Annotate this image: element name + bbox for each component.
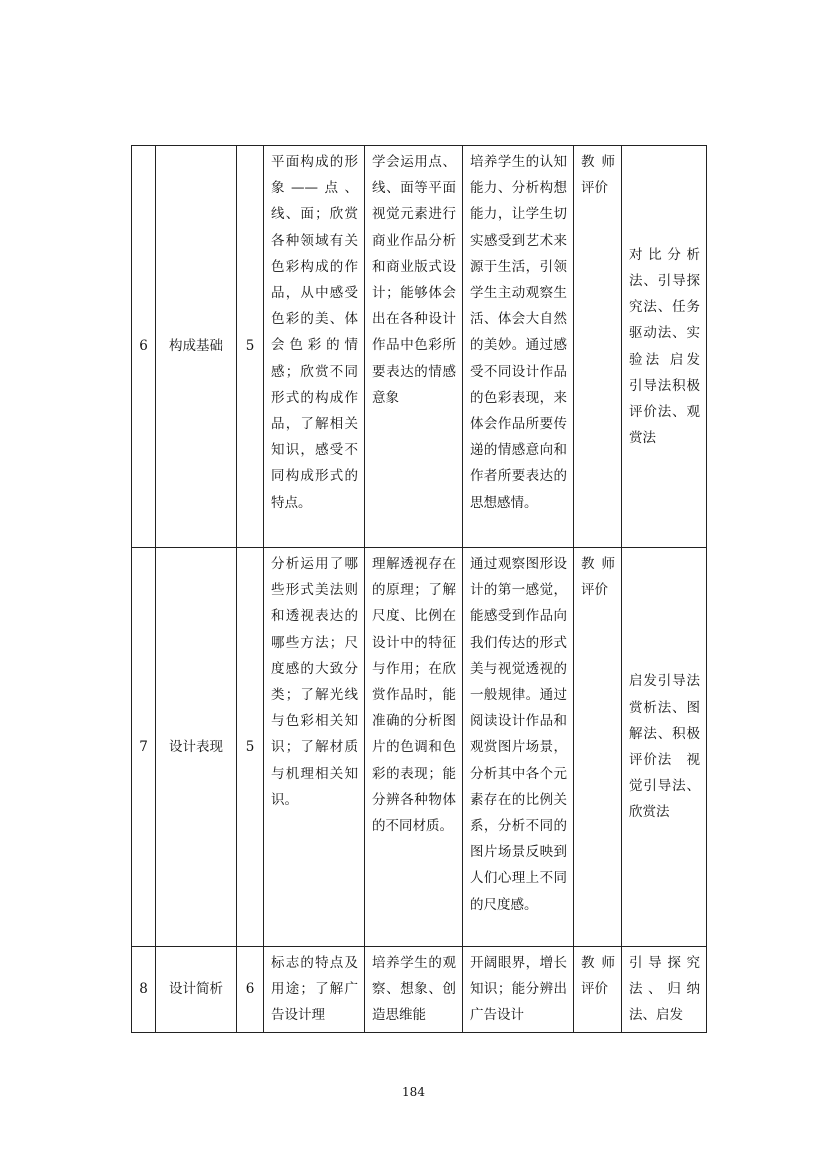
- evaluation-method: 教师评价: [574, 548, 622, 947]
- quality-goal: 开阔眼界，增长知识；能分辨出广告设计: [463, 947, 574, 1033]
- page-number: 184: [402, 1085, 425, 1099]
- course-content-table: [131, 145, 714, 1033]
- knowledge-content: 标志的特点及用途；了解广告设计理: [264, 947, 365, 1033]
- knowledge-content: 平面构成的形象——点、线、面；欣赏各种领域有关色彩构成的作品，从中感受色彩的美、体会色彩的情感；欣赏不同形式的构成作品，了解相关知识，感受不同构成形式的特点。: [264, 146, 365, 548]
- skill-requirement: 理解透视存在的原理；了解尺度、比例在设计中的特征与作用；在欣赏作品时，能准确的分析图片的色调和色彩的表现；能分辨各种物体的不同材质。: [365, 548, 463, 947]
- evaluation-method: 教师评价: [574, 146, 622, 548]
- module-name: 设计简析: [156, 947, 237, 1033]
- row-number: 6: [132, 146, 156, 548]
- quality-goal: 培养学生的认知能力、分析构想能力，让学生切实感受到艺术来源于生活，引领学生主动观察生活、体会大自然的美妙。通过感受不同设计作品的色彩表现，来体会作品所要传递的情感意向和作者所要表达的思想感情。: [463, 146, 574, 548]
- table-row: [132, 548, 707, 947]
- quality-goal: 通过观察图形设计的第一感觉，能感受到作品向我们传达的形式美与视觉透视的一般规律。通过阅读设计作品和观赏图片场景，分析其中各个元素存在的比例关系，分析不同的图片场景反映到人们心理上不同的尺度感。: [463, 548, 574, 947]
- teaching-method: 引导探究法、归纳法、启发: [622, 947, 707, 1033]
- class-hours: 5: [237, 548, 264, 947]
- evaluation-method: 教师评价: [574, 947, 622, 1033]
- skill-requirement: 培养学生的观察、想象、创造思维能: [365, 947, 463, 1033]
- class-hours: 5: [237, 146, 264, 548]
- row-number: 7: [132, 548, 156, 947]
- knowledge-content: 分析运用了哪些形式美法则和透视表达的哪些方法；尺度感的大致分类；了解光线与色彩相关知识；了解材质与机理相关知识。: [264, 548, 365, 947]
- class-hours: 6: [237, 947, 264, 1033]
- table-row: [132, 146, 707, 548]
- table-row: [132, 947, 707, 1033]
- teaching-method: 启发引导法 赏析法、图解法、积极评价法 视觉引导法、欣赏法: [622, 548, 707, 947]
- module-name: 构成基础: [156, 146, 237, 548]
- teaching-method: 对比分析法、引导探究法、任务驱动法、实验法 启发引导法积极评价法、观赏法: [622, 146, 707, 548]
- module-name: 设计表现: [156, 548, 237, 947]
- skill-requirement: 学会运用点、线、面等平面视觉元素进行商业作品分析和商业版式设计；能够体会出在各种设计作品中色彩所要表达的情感意象: [365, 146, 463, 548]
- row-number: 8: [132, 947, 156, 1033]
